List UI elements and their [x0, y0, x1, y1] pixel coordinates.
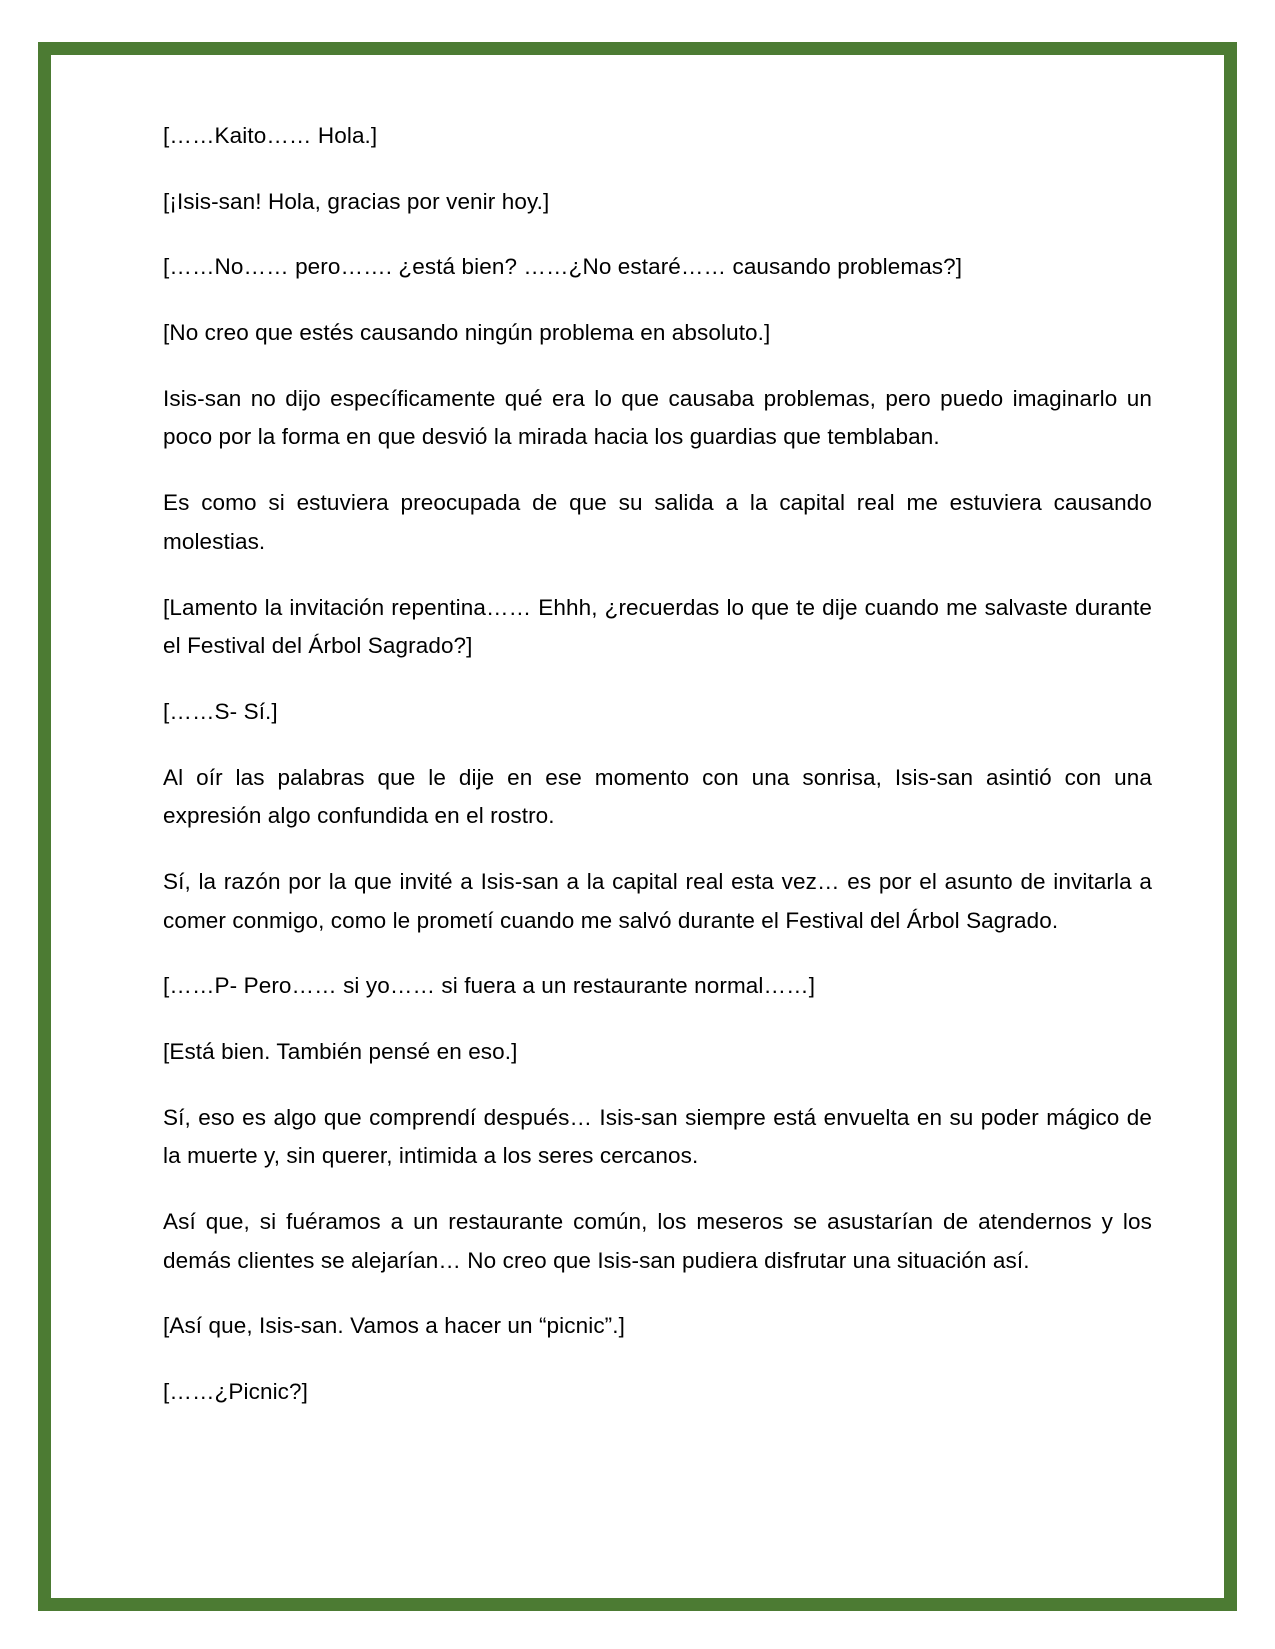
- paragraph: [Así que, Isis-san. Vamos a hacer un “picnic”.]: [163, 1313, 625, 1339]
- paragraph: [Está bien. También pensé en eso.]: [163, 1039, 518, 1064]
- paragraph: Es como si estuviera preocupada de que su salida a la capital real me estuviera causando molestias.: [163, 490, 1152, 554]
- paragraph: Sí, eso es algo que comprendí después… Isis-san siempre está envuelta en su poder mágico de la muerte y, sin querer, intimida a los seres cercanos.: [163, 1104, 1152, 1169]
- paragraph: [……¿Picnic?]: [163, 1379, 308, 1405]
- paragraph: Así que, si fuéramos a un restaurante común, los meseros se asustarían de atendernos y los demás clientes se alejarían… No creo que Isis-san pudiera disfrutar una situación así.: [163, 1209, 1152, 1273]
- paragraph: Sí, la razón por la que invité a Isis-san a la capital real esta vez… es por el asunto de invitarla a comer conmigo, como le prometí cuando me salvó durante el Festival del Árbol Sagrado.: [163, 868, 1152, 933]
- paragraph: Isis-san no dijo específicamente qué era lo que causaba problemas, pero puedo imaginarlo un poco por la forma en que desvió la mirada hacia los guardias que temblaban.: [163, 385, 1152, 450]
- paragraph: [¡Isis-san! Hola, gracias por venir hoy.]: [163, 188, 550, 214]
- paragraph: [……No…… pero……. ¿está bien? ……¿No estaré…… causando problemas?]: [163, 254, 963, 280]
- paragraph: [Lamento la invitación repentina…… Ehhh, ¿recuerdas lo que te dije cuando me salvaste durante el Festival del Árbol Sagrado?]: [163, 594, 1152, 659]
- paragraph: Al oír las palabras que le dije en ese momento con una sonrisa, Isis-san asintió con una expresión algo confundida en el rostro.: [163, 764, 1152, 829]
- document-body: [163, 117, 1152, 1412]
- paragraph: [No creo que estés causando ningún problema en absoluto.]: [163, 320, 771, 346]
- paragraph: [……S- Sí.]: [163, 698, 278, 724]
- paragraph: [……P- Pero…… si yo…… si fuera a un restaurante normal……]: [163, 973, 816, 999]
- paragraph: [……Kaito…… Hola.]: [163, 123, 378, 148]
- page-border-frame: [38, 42, 1237, 1611]
